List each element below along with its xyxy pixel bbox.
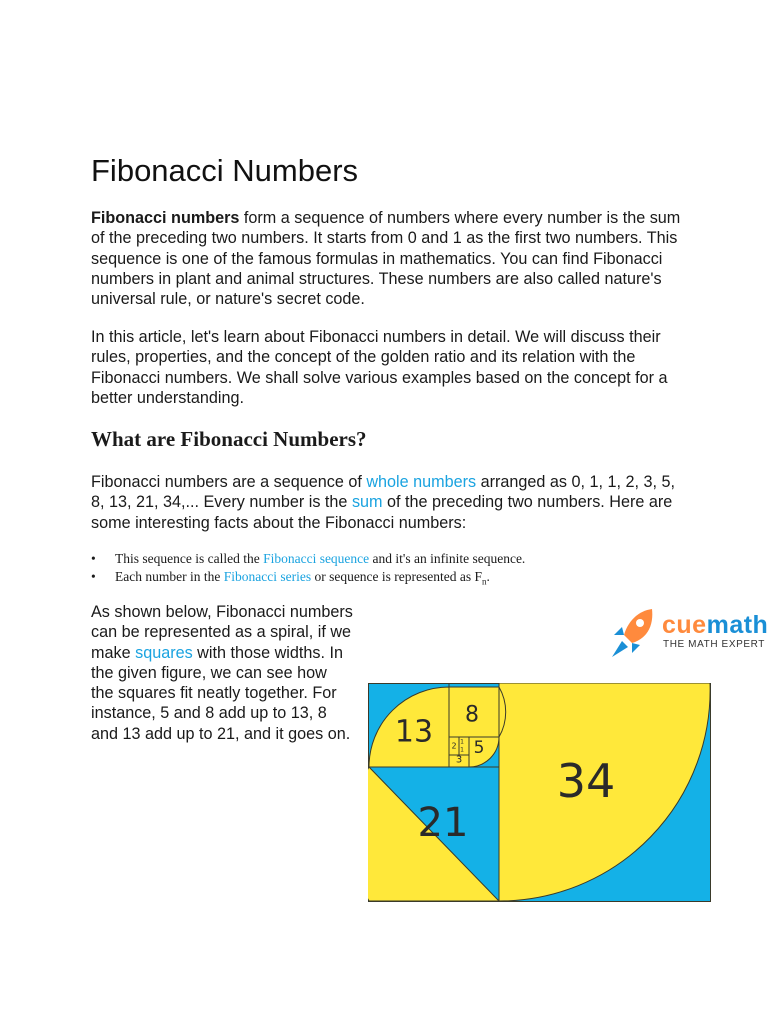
label-1a: 1 (460, 738, 464, 746)
cuemath-logo (608, 605, 768, 661)
bullet-text: This sequence is called the (115, 551, 264, 566)
whole-numbers-link[interactable]: whole numbers (366, 473, 477, 491)
bullet-text: . (486, 569, 490, 584)
fibonacci-sequence-link[interactable]: Fibonacci sequence (263, 551, 370, 566)
rocket-icon (608, 605, 658, 661)
logo-word-math: math (706, 611, 768, 639)
sum-link[interactable]: sum (351, 493, 383, 512)
what-text-3: of the preceding two numbers. Here are some interesting facts about the Fibonacci numbers: (91, 493, 673, 532)
page-title: Fibonacci Numbers (91, 153, 359, 188)
spiral-text-2: with those widths. In the given figure, we can see how the squares fit neatly together. For instance, 5 and 8 add up to 13, 8 and 13 add up to 21, and it goes on. (91, 643, 351, 743)
fibonacci-spiral-figure (368, 683, 711, 902)
facts-list (91, 550, 525, 591)
label-5: 5 (473, 738, 485, 758)
spiral-paragraph (91, 602, 353, 744)
spiral-text-1: As shown below, Fibonacci numbers can be represented as a spiral, if we make (91, 603, 353, 662)
subscript-n: n (482, 576, 487, 587)
intro-paragraph (91, 208, 691, 309)
intro-text: form a sequence of numbers where every number is the sum of the preceding two numbers. It starts from 0 and 1 as the first two numbers. This sequence is one of the famous formulas in mathematics. You can find Fibonacci numbers in plant and animal structures. These numbers are also called nature's universal rule, or nature's secret code. (91, 209, 681, 309)
list-item (91, 550, 525, 568)
label-34: 34 (556, 754, 616, 808)
logo-tagline: THE MATH EXPERT (663, 639, 765, 650)
what-text-1: Fibonacci numbers are a sequence of (91, 473, 367, 491)
bullet-text: or sequence is represented as F (311, 569, 483, 584)
article-paragraph: In this article, let's learn about Fibonacci numbers in detail. We will discuss their rules, properties, and the concept of the golden ratio and its relation with the Fibonacci numbers. We shall solve various examples based on the concept for a better understanding. (91, 328, 668, 407)
logo-word-cue: cue (662, 611, 707, 639)
label-8: 8 (465, 702, 479, 728)
what-text-2: arranged as 0, 1, 1, 2, 3, 5, 8, 13, 21, 34,... Every number is the (91, 473, 676, 512)
squares-link[interactable]: squares (135, 643, 193, 662)
label-1b: 1 (460, 746, 464, 754)
intro-bold-term: Fibonacci numbers (91, 209, 240, 227)
label-3: 3 (455, 754, 463, 766)
fibonacci-series-link[interactable]: Fibonacci series (223, 569, 312, 584)
list-item (91, 568, 525, 591)
label-2: 2 (451, 741, 457, 751)
bullet-text: and it's an infinite sequence. (369, 551, 526, 566)
section-heading: What are Fibonacci Numbers? (91, 427, 367, 451)
label-13: 13 (394, 714, 434, 750)
logo-wordmark (662, 611, 768, 639)
bullet-text: Each number in the (115, 569, 224, 584)
what-paragraph (91, 472, 691, 533)
label-21: 21 (417, 800, 469, 846)
